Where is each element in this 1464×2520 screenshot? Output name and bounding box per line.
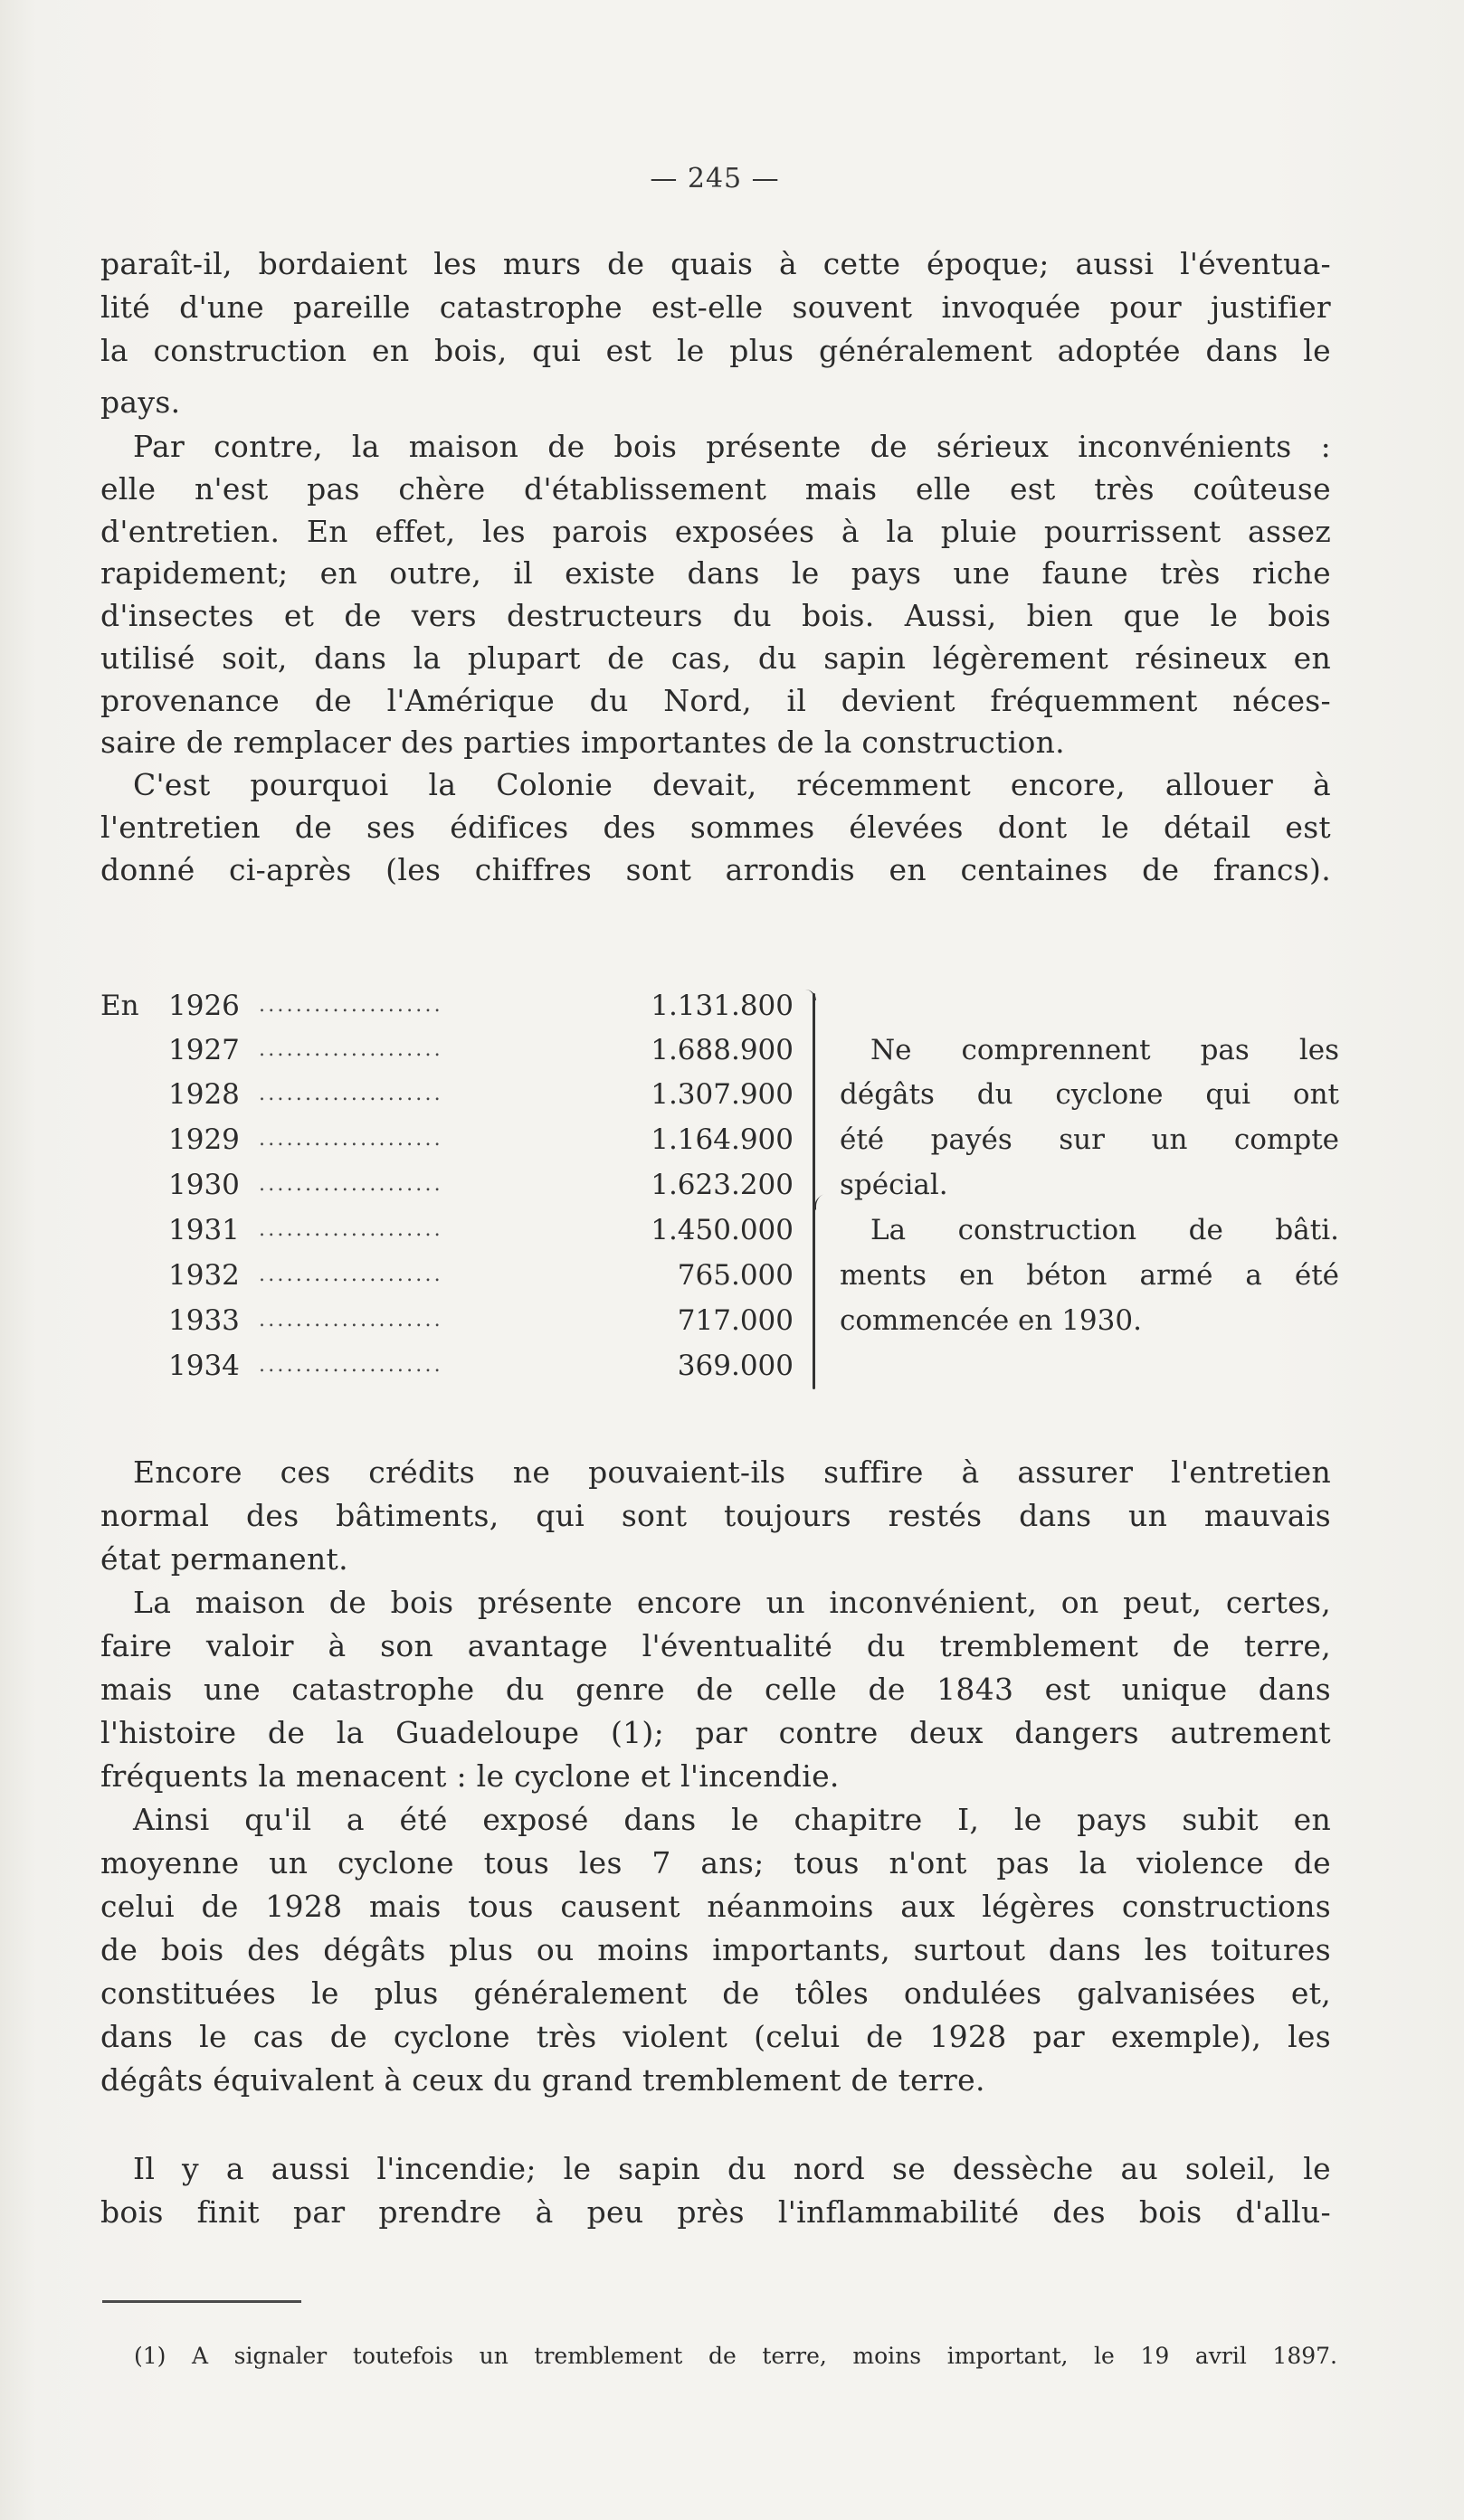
note-line: commencée en 1930. — [840, 1304, 1142, 1337]
table-row — [100, 1122, 815, 1158]
text-line: elle n'est pas chère d'établissement mais elle est très coûteuse — [100, 471, 1331, 507]
text-line: provenance de l'Amérique du Nord, il devient fréquemment néces- — [100, 683, 1331, 718]
leader-dots: .................... — [259, 1309, 443, 1331]
text-line: saire de remplacer des parties importantes de la construction. — [100, 725, 1065, 760]
table-row — [100, 988, 815, 1024]
brace-point — [814, 1194, 825, 1210]
table-amount: 1.307.900 — [651, 1078, 794, 1111]
leader-dots: .................... — [259, 1083, 443, 1105]
table-amount: 1.688.900 — [651, 1034, 794, 1066]
table-year: 1929 — [168, 1123, 240, 1156]
text-line: état permanent. — [100, 1541, 348, 1577]
table-year: 1934 — [168, 1350, 240, 1382]
note-line: dégâts du cyclone qui ont — [840, 1078, 1339, 1111]
text-line: Par contre, la maison de bois présente de sérieux inconvénients : — [133, 429, 1331, 464]
table-amount: 765.000 — [677, 1259, 794, 1292]
text-line: fréquents la menacent : le cyclone et l'incendie. — [100, 1758, 840, 1794]
text-line: de bois des dégâts plus ou moins importants, surtout dans les toitures — [100, 1932, 1331, 1967]
text-line: dégâts équivalent à ceux du grand tremblement de terre. — [100, 2062, 985, 2098]
text-line: utilisé soit, dans la plupart de cas, du sapin légèrement résineux en — [100, 640, 1331, 676]
leader-dots: .................... — [259, 1173, 443, 1196]
leader-dots: .................... — [259, 1218, 443, 1241]
table-row — [100, 1212, 815, 1248]
text-line: lité d'une pareille catastrophe est-elle souvent invoquée pour justifier — [100, 289, 1331, 325]
table-year: 1928 — [168, 1078, 240, 1111]
note-line: été payés sur un compte — [840, 1123, 1339, 1156]
footnote-rule — [102, 2300, 301, 2303]
text-line: Encore ces crédits ne pouvaient-ils suffire à assurer l'entretien — [133, 1454, 1331, 1490]
table-row — [100, 1303, 815, 1339]
table-year: 1932 — [168, 1259, 240, 1292]
table-amount: 1.131.800 — [651, 990, 794, 1022]
table-amount: 369.000 — [677, 1350, 794, 1382]
brace-line — [813, 993, 815, 1389]
footnote: (1) A signaler toutefois un tremblement de terre, moins important, le 19 avril 1897. — [134, 2343, 1337, 2369]
leader-dots: .................... — [259, 994, 443, 1017]
note-line: ments en béton armé a été — [840, 1259, 1339, 1292]
text-line: paraît-il, bordaient les murs de quais à cette époque; aussi l'éventua- — [100, 246, 1331, 281]
text-line: donné ci-après (les chiffres sont arrondis en centaines de francs). — [100, 852, 1331, 887]
table-row — [100, 1076, 815, 1113]
table-year: 1931 — [168, 1214, 240, 1246]
table-year: 1933 — [168, 1304, 240, 1337]
table-prefix: En — [100, 990, 139, 1022]
text-line: Il y a aussi l'incendie; le sapin du nord se dessèche au soleil, le — [133, 2151, 1331, 2186]
text-line: moyenne un cyclone tous les 7 ans; tous n'ont pas la violence de — [100, 1845, 1331, 1881]
leader-dots: .................... — [259, 1128, 443, 1151]
text-line: la construction en bois, qui est le plus généralement adoptée dans le — [100, 333, 1331, 368]
table-row — [100, 1032, 815, 1068]
text-line: dans le cas de cyclone très violent (celui de 1928 par exemple), les — [100, 2019, 1331, 2054]
leader-dots: .................... — [259, 1264, 443, 1286]
text-line: bois finit par prendre à peu près l'inflammabilité des bois d'allu- — [100, 2194, 1331, 2230]
table-row — [100, 1167, 815, 1203]
text-line: constituées le plus généralement de tôles ondulées galvanisées et, — [100, 1975, 1331, 2011]
text-line: C'est pourquoi la Colonie devait, récemment encore, allouer à — [133, 767, 1331, 802]
text-line: l'histoire de la Guadeloupe (1); par contre deux dangers autrement — [100, 1715, 1331, 1750]
table-amount: 1.623.200 — [651, 1169, 794, 1201]
note-line: La construction de bâti. — [870, 1214, 1339, 1246]
table-year: 1930 — [168, 1169, 240, 1201]
table-amount: 717.000 — [677, 1304, 794, 1337]
table-year: 1927 — [168, 1034, 240, 1066]
table-row — [100, 1348, 815, 1384]
text-line: d'entretien. En effet, les parois exposées à la pluie pourrissent assez — [100, 514, 1331, 549]
text-line: faire valoir à son avantage l'éventualité du tremblement de terre, — [100, 1628, 1331, 1663]
text-line: La maison de bois présente encore un inconvénient, on peut, certes, — [133, 1585, 1331, 1620]
text-line: Ainsi qu'il a été exposé dans le chapitre I, le pays subit en — [133, 1802, 1331, 1837]
text-line: celui de 1928 mais tous causent néanmoins aux légères constructions — [100, 1889, 1331, 1924]
note-line: Ne comprennent pas les — [870, 1034, 1339, 1066]
table-amount: 1.450.000 — [651, 1214, 794, 1246]
text-line: l'entretien de ses édifices des sommes élevées dont le détail est — [100, 810, 1331, 845]
text-line: normal des bâtiments, qui sont toujours restés dans un mauvais — [100, 1498, 1331, 1533]
table-row — [100, 1257, 815, 1293]
table-year: 1926 — [168, 990, 240, 1022]
page-number: — 245 — — [650, 163, 780, 194]
note-line: spécial. — [840, 1169, 948, 1201]
text-line: mais une catastrophe du genre de celle de 1843 est unique dans — [100, 1672, 1331, 1707]
text-line: d'insectes et de vers destructeurs du bois. Aussi, bien que le bois — [100, 598, 1331, 633]
leader-dots: .................... — [259, 1354, 443, 1377]
text-line: rapidement; en outre, il existe dans le pays une faune très riche — [100, 555, 1331, 591]
leader-dots: .................... — [259, 1038, 443, 1061]
text-line: pays. — [100, 384, 181, 420]
table-amount: 1.164.900 — [651, 1123, 794, 1156]
